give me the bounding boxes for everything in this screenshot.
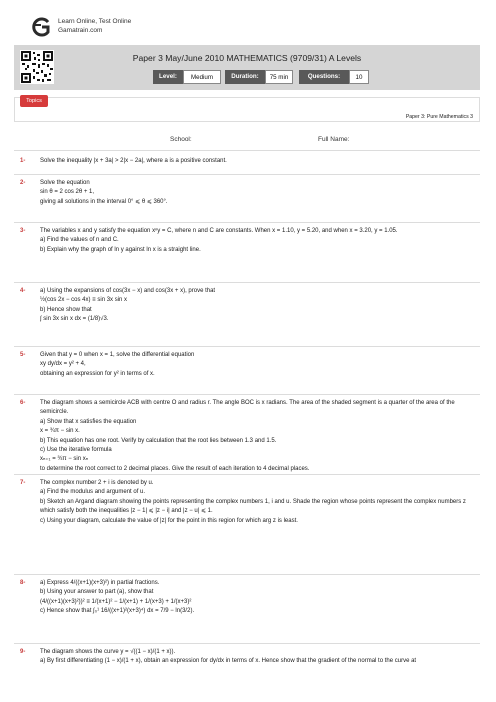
question-body — [40, 351, 472, 379]
school-label: School: — [170, 136, 192, 143]
question-body — [40, 579, 472, 617]
question-line: a) Show that x satisfies the equation — [40, 418, 137, 425]
question-line: a) Find the values of n and C. — [40, 237, 119, 244]
question-divider — [14, 574, 480, 575]
question-number: 5- — [20, 352, 26, 358]
question-body — [40, 648, 472, 667]
question-line: Solve the inequality |x + 3a| > 2|x − 2a|, where a is a positive constant. — [40, 158, 227, 164]
topics-line: Paper 3: Pure Mathematics 3 — [405, 114, 473, 120]
question-line: b) Sketch an Argand diagram showing the points representing the complex numbers 1, i and u. Shade the region whose points represent the complex numbers z which satisfy both the inequalities |z − 1| ⩽ |z − i| and |z − u| ⩽ 1. — [40, 498, 466, 515]
question-number: 2- — [20, 180, 26, 186]
question-body — [40, 179, 472, 207]
question-line: Given that y = 0 when x = 1, solve the differential equation — [40, 352, 195, 358]
question-line: b) Explain why the graph of ln y against ln x is a straight line. — [40, 246, 201, 253]
paper-header — [14, 45, 480, 90]
question-line: c) Using your diagram, calculate the value of |z| for the point in this region for which arg z is least. — [40, 517, 298, 524]
question-line: xy dy/dx = y² + 4, — [40, 361, 86, 368]
question-line: to determine the root correct to 2 decimal places. Give the result of each iteration to 4 decimal places. — [40, 465, 310, 472]
full-name-label: Full Name: — [318, 136, 350, 143]
gamatrain-logo-icon[interactable] — [30, 16, 52, 38]
topics-badge[interactable]: Topics — [20, 95, 48, 107]
question-number: 9- — [20, 649, 26, 655]
question-line: xₙ₊₁ = ¾π − sin xₙ — [40, 456, 89, 463]
paper-title: Paper 3 May/June 2010 MATHEMATICS (9709/31) A Levels — [132, 53, 362, 63]
question-line: (4/((x+1)(x+3)²))² ≡ 1/(x+1)² − 1/(x+1) + 1/(x+3) + 1/(x+3)² — [40, 598, 192, 605]
question-line: The complex number 2 + i is denoted by u. — [40, 480, 154, 486]
question-number: 1- — [20, 158, 26, 164]
question-number: 6- — [20, 400, 26, 406]
question-number: 8- — [20, 580, 26, 586]
question-body — [40, 479, 472, 526]
question-line: ∫ sin 3x sin x dx = (1/8)√3. — [40, 316, 109, 323]
question-divider — [14, 346, 480, 347]
question-line: ½(cos 2x − cos 4x) ≡ sin 3x sin x — [40, 297, 128, 304]
question-number: 7- — [20, 480, 26, 486]
question-divider — [14, 174, 480, 175]
question-line: sin θ = 2 cos 2θ + 1, — [40, 189, 95, 196]
question-divider — [14, 474, 480, 475]
question-line: Solve the equation — [40, 180, 90, 186]
question-number: 3- — [20, 228, 26, 234]
question-line: x = ¾π − sin x. — [40, 428, 80, 435]
question-line: obtaining an expression for y² in terms of x. — [40, 370, 155, 377]
question-body — [40, 399, 472, 474]
duration-value: 75 min — [265, 70, 293, 84]
brand-tagline: Learn Online, Test Online — [58, 18, 132, 25]
question-line: a) By first differentiating (1 − x)/(1 + x), obtain an expression for dy/dx in terms of x. Hence show that the gradient of the normal to the curve at — [40, 658, 417, 665]
questions-value: 10 — [349, 70, 369, 84]
question-line: a) Find the modulus and argument of u. — [40, 489, 146, 496]
question-line: a) Using the expansions of cos(3x − x) and cos(3x + x), prove that — [40, 288, 216, 294]
question-line: b) Using your answer to part (a), show that — [40, 589, 154, 596]
question-number: 4- — [20, 288, 26, 294]
level-label: Level: — [153, 70, 183, 84]
question-body — [40, 157, 472, 166]
duration-label: Duration: — [225, 70, 265, 84]
question-body — [40, 287, 472, 325]
question-line: a) Express 4/((x+1)(x+3)²) in partial fractions. — [40, 580, 160, 586]
question-line: b) This equation has one root. Verify by calculation that the root lies between 1.3 and 1.5. — [40, 437, 277, 444]
questions-label: Questions: — [299, 70, 349, 84]
paper-meta-row — [14, 70, 480, 84]
question-line: c) Hence show that ∫₀¹ 16/((x+1)²(x+3)⁴) dx = 7/9 − ln(3/2). — [40, 608, 195, 615]
question-divider — [14, 222, 480, 223]
question-line: giving all solutions in the interval 0° ⩽ θ ⩽ 360°. — [40, 198, 168, 205]
question-divider — [14, 394, 480, 395]
question-body — [40, 227, 472, 255]
question-line: The diagram shows the curve y = √((1 − x)/(1 + x)). — [40, 649, 176, 655]
question-line: The variables x and y satisfy the equation xⁿy = C, where n and C are constants. When x = 1.10, y = 5.20, and when x = 3.20, y = 1.05. — [40, 228, 398, 234]
question-line: b) Hence show that — [40, 306, 92, 313]
level-value: Medium — [183, 70, 221, 84]
brand-site[interactable]: Gamatrain.com — [58, 27, 103, 34]
divider — [14, 150, 480, 151]
question-divider — [14, 282, 480, 283]
question-divider — [14, 643, 480, 644]
topics-panel — [14, 97, 480, 122]
question-line: c) Use the iterative formula — [40, 447, 112, 454]
question-line: The diagram shows a semicircle ACB with centre O and radius r. The angle BOC is x radians. The area of the shaded segment is a quarter of the area of the semicircle. — [40, 400, 455, 416]
